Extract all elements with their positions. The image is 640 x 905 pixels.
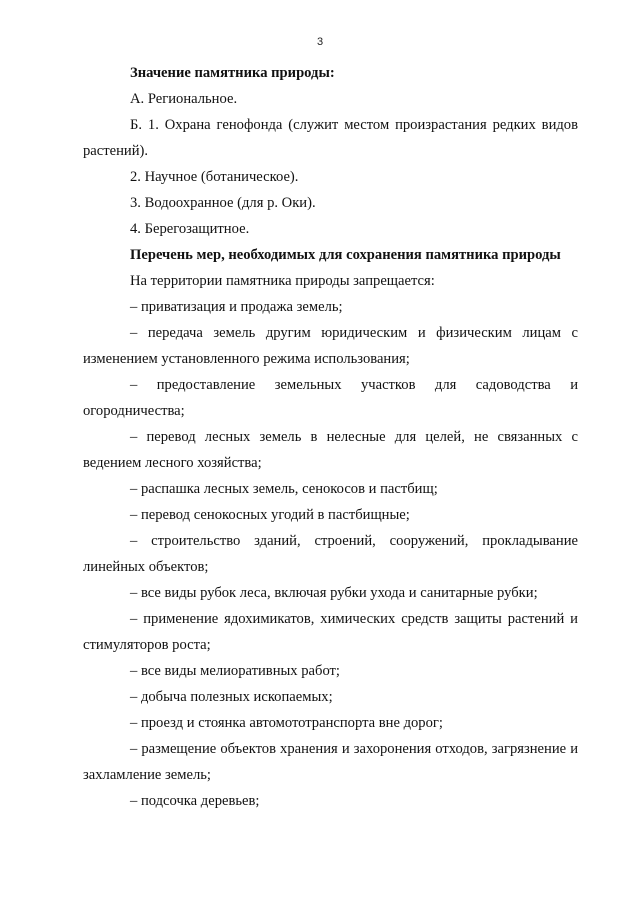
prohibition-item: – распашка лесных земель, сенокосов и пастбищ; — [130, 481, 438, 497]
prohibition-item: – перевод лесных земель в нелесные для целей, не связанных с ведением лесного хозяйства; — [83, 429, 578, 471]
significance-item-genepool: Б. 1. Охрана генофонда (служит местом произрастания редких видов растений). — [83, 117, 578, 159]
prohibition-item: – проезд и стоянка автомототранспорта вне дорог; — [130, 715, 443, 731]
prohibition-item: – применение ядохимикатов, химических средств защиты растений и стимуляторов роста; — [83, 611, 578, 653]
prohibition-item: – передача земель другим юридическим и физическим лицам с изменением установленного режима использования; — [83, 325, 578, 367]
prohibition-intro: На территории памятника природы запрещается: — [130, 273, 435, 289]
prohibition-item: – подсочка деревьев; — [130, 793, 260, 809]
prohibition-item: – приватизация и продажа земель; — [130, 299, 343, 315]
page-number: 3 — [316, 36, 324, 48]
document-body — [83, 60, 578, 814]
prohibition-item: – добыча полезных ископаемых; — [130, 689, 333, 705]
prohibition-item: – размещение объектов хранения и захоронения отходов, загрязнение и захламление земель; — [83, 741, 578, 783]
prohibition-item: – предоставление земельных участков для садоводства и огородничества; — [83, 377, 578, 419]
significance-item-water: 3. Водоохранное (для р. Оки). — [130, 195, 316, 211]
heading-significance: Значение памятника природы: — [130, 65, 335, 81]
prohibition-item: – все виды мелиоративных работ; — [130, 663, 340, 679]
prohibition-item: – строительство зданий, строений, сооружений, прокладывание линейных объектов; — [83, 533, 578, 575]
significance-item-regional: А. Региональное. — [130, 91, 238, 107]
prohibition-item: – перевод сенокосных угодий в пастбищные; — [130, 507, 410, 523]
significance-item-bank: 4. Берегозащитное. — [130, 221, 250, 237]
significance-item-scientific: 2. Научное (ботаническое). — [130, 169, 299, 185]
prohibition-item: – все виды рубок леса, включая рубки ухода и санитарные рубки; — [130, 585, 538, 601]
heading-measures: Перечень мер, необходимых для сохранения памятника природы — [130, 247, 561, 263]
